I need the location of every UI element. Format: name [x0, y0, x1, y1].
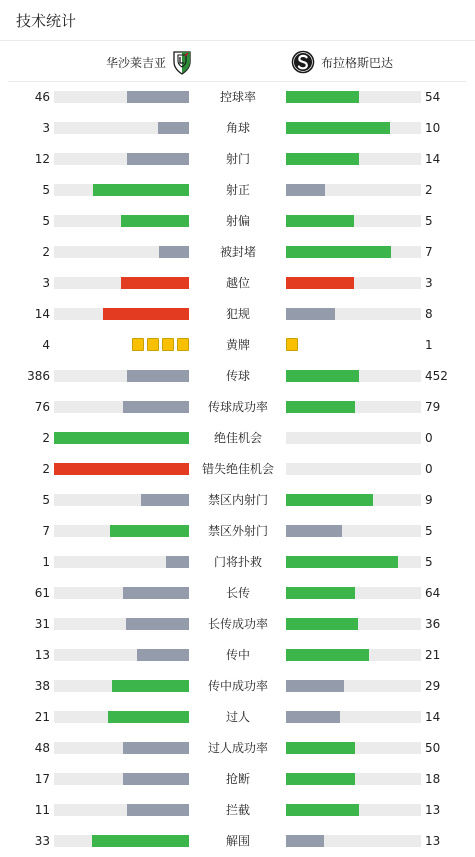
- home-stat-value: 386: [27, 369, 50, 383]
- away-stat-bar: [286, 494, 421, 506]
- away-stat-bar-fill: [286, 711, 340, 723]
- home-stat-bar: [54, 463, 189, 475]
- home-team-name: 华沙莱吉亚: [105, 55, 166, 70]
- home-yellow-cards: [132, 338, 189, 352]
- stat-row: [0, 671, 475, 702]
- home-stat-bar-fill: [166, 556, 189, 568]
- home-stat-value: 7: [42, 524, 50, 538]
- stat-label: 过人成功率: [207, 741, 268, 755]
- home-stat-bar-fill: [112, 680, 189, 692]
- stat-label: 犯规: [225, 307, 250, 321]
- stat-row: [0, 392, 475, 423]
- stat-label: 黄牌: [225, 338, 250, 352]
- away-stat-bar: [286, 835, 421, 847]
- away-team[interactable]: [291, 49, 393, 75]
- home-stat-bar: [54, 308, 189, 320]
- home-stat-bar-fill: [141, 494, 189, 506]
- away-stat-value: 9: [425, 493, 433, 507]
- home-stat-bar: [54, 587, 189, 599]
- away-stat-bar-fill: [286, 91, 359, 103]
- away-stat-bar-fill: [286, 308, 335, 320]
- away-stat-bar: [286, 711, 421, 723]
- away-stat-value: 21: [425, 648, 441, 662]
- yellow-card-icon: [132, 338, 144, 351]
- away-stat-bar: [286, 742, 421, 754]
- home-stat-value: 76: [34, 400, 50, 414]
- home-stat-value: 38: [34, 679, 50, 693]
- home-stat-bar-fill: [123, 401, 189, 413]
- away-stat-bar-fill: [286, 215, 354, 227]
- home-stat-bar: [54, 91, 189, 103]
- stat-label: 门将扑救: [213, 555, 262, 569]
- away-stat-bar: [286, 773, 421, 785]
- stat-label: 禁区内射门: [207, 493, 268, 507]
- away-stat-value: 8: [425, 307, 433, 321]
- stat-row: [0, 795, 475, 826]
- home-stat-bar: [54, 835, 189, 847]
- home-stat-value: 17: [34, 772, 50, 786]
- away-stat-value: 5: [425, 214, 433, 228]
- home-stat-bar: [54, 246, 189, 258]
- stat-label: 抢断: [225, 772, 250, 786]
- home-stat-value: 48: [34, 741, 50, 755]
- stat-row: [0, 237, 475, 268]
- away-stat-value: 13: [425, 803, 441, 817]
- away-stat-bar: [286, 556, 421, 568]
- away-stat-value: 36: [425, 617, 441, 631]
- away-stat-bar: [286, 618, 421, 630]
- home-stat-value: 4: [42, 338, 50, 352]
- away-stat-bar-fill: [286, 680, 344, 692]
- stat-row: [0, 609, 475, 640]
- stat-row: [0, 113, 475, 144]
- stat-label: 射偏: [225, 214, 250, 228]
- header: [0, 0, 475, 41]
- home-stat-bar: [54, 773, 189, 785]
- stat-label: 控球率: [219, 90, 256, 104]
- away-stat-bar-fill: [286, 556, 398, 568]
- stat-label: 长传成功率: [207, 617, 268, 631]
- home-stat-value: 61: [34, 586, 50, 600]
- away-stat-value: 0: [425, 431, 433, 445]
- away-stat-value: 18: [425, 772, 441, 786]
- stat-row: [0, 640, 475, 671]
- home-stat-bar: [54, 494, 189, 506]
- home-stat-bar: [54, 122, 189, 134]
- stat-label: 被封堵: [219, 245, 256, 259]
- away-stat-value: 5: [425, 555, 433, 569]
- away-stat-bar: [286, 804, 421, 816]
- stat-row: [0, 516, 475, 547]
- away-stat-value: 13: [425, 834, 441, 848]
- home-stat-value: 2: [42, 462, 50, 476]
- away-stat-bar: [286, 153, 421, 165]
- stat-row: [0, 733, 475, 764]
- stat-label: 错失绝佳机会: [201, 462, 274, 476]
- home-stat-value: 12: [34, 152, 50, 166]
- stat-label: 射正: [225, 183, 250, 197]
- yellow-card-icon: [177, 338, 189, 351]
- away-stat-bar-fill: [286, 494, 373, 506]
- stat-row: [0, 299, 475, 330]
- stat-label: 拦截: [225, 803, 250, 817]
- yellow-card-icon: [286, 338, 298, 351]
- away-stat-value: 5: [425, 524, 433, 538]
- away-stat-value: 2: [425, 183, 433, 197]
- home-stat-bar-fill: [54, 432, 189, 444]
- home-stat-value: 5: [42, 493, 50, 507]
- yellow-card-icon: [147, 338, 159, 351]
- home-stat-value: 11: [34, 803, 50, 817]
- home-stat-value: 2: [42, 245, 50, 259]
- home-stat-value: 3: [42, 276, 50, 290]
- away-stat-value: 64: [425, 586, 441, 600]
- away-stat-bar: [286, 680, 421, 692]
- home-stat-value: 2: [42, 431, 50, 445]
- away-stat-value: 7: [425, 245, 433, 259]
- away-stat-bar: [286, 184, 421, 196]
- stat-label: 过人: [225, 710, 250, 724]
- stat-row: [0, 268, 475, 299]
- home-stat-value: 31: [34, 617, 50, 631]
- stat-row: [0, 175, 475, 206]
- home-stat-bar-fill: [137, 649, 189, 661]
- stat-label: 绝佳机会: [213, 431, 262, 445]
- home-stat-bar: [54, 711, 189, 723]
- sparta-s-logo-icon: [291, 50, 315, 74]
- home-stat-bar-fill: [93, 184, 189, 196]
- away-stat-bar-fill: [286, 246, 391, 258]
- stat-label: 角球: [225, 121, 250, 135]
- stat-row: [0, 330, 475, 361]
- stat-label: 射门: [225, 152, 250, 166]
- stat-row: [0, 82, 475, 113]
- away-stat-bar: [286, 91, 421, 103]
- away-stat-bar-fill: [286, 525, 342, 537]
- away-stat-bar: [286, 246, 421, 258]
- stat-label: 解围: [225, 834, 250, 848]
- home-stat-value: 3: [42, 121, 50, 135]
- away-stat-bar-fill: [286, 835, 324, 847]
- teams-header: [8, 41, 466, 82]
- home-stat-bar: [54, 804, 189, 816]
- away-stat-value: 50: [425, 741, 441, 755]
- away-stat-bar: [286, 122, 421, 134]
- away-stat-bar-fill: [286, 277, 354, 289]
- away-stat-value: 14: [425, 152, 441, 166]
- away-stat-bar-fill: [286, 153, 359, 165]
- stat-label: 传中: [225, 648, 250, 662]
- away-stat-bar: [286, 308, 421, 320]
- home-stat-bar-fill: [127, 91, 189, 103]
- home-stat-bar: [54, 680, 189, 692]
- home-stat-value: 13: [34, 648, 50, 662]
- away-stat-value: 1: [425, 338, 433, 352]
- stat-row: [0, 702, 475, 733]
- home-stat-bar: [54, 401, 189, 413]
- stat-label: 传球: [225, 369, 250, 383]
- home-stat-bar-fill: [103, 308, 189, 320]
- home-stat-bar-fill: [92, 835, 189, 847]
- away-stat-bar: [286, 525, 421, 537]
- stat-row: [0, 547, 475, 578]
- away-stat-value: 3: [425, 276, 433, 290]
- stat-row: [0, 206, 475, 237]
- stat-row: [0, 144, 475, 175]
- away-stat-value: 10: [425, 121, 441, 135]
- stat-label: 长传: [225, 586, 250, 600]
- stat-label: 越位: [225, 276, 250, 290]
- away-stat-value: 79: [425, 400, 441, 414]
- stat-row: [0, 423, 475, 454]
- away-stat-bar: [286, 587, 421, 599]
- away-stat-bar: [286, 215, 421, 227]
- home-stat-value: 14: [34, 307, 50, 321]
- home-stat-value: 5: [42, 183, 50, 197]
- home-stat-bar-fill: [54, 463, 189, 475]
- home-stat-bar: [54, 184, 189, 196]
- away-stat-value: 0: [425, 462, 433, 476]
- legia-shield-logo-icon: [172, 50, 192, 75]
- away-stat-bar-fill: [286, 184, 325, 196]
- away-stat-bar-fill: [286, 804, 359, 816]
- away-stat-bar-fill: [286, 401, 355, 413]
- away-stat-value: 54: [425, 90, 441, 104]
- home-stat-bar-fill: [121, 277, 189, 289]
- away-stat-bar: [286, 370, 421, 382]
- home-stat-bar-fill: [126, 618, 189, 630]
- stat-label: 传球成功率: [207, 400, 268, 414]
- home-stat-bar-fill: [127, 370, 189, 382]
- stat-row: [0, 485, 475, 516]
- away-stat-bar-fill: [286, 742, 355, 754]
- stat-label: 禁区外射门: [207, 524, 268, 538]
- away-team-name: 布拉格斯巴达: [321, 55, 394, 70]
- away-stat-bar-fill: [286, 587, 355, 599]
- away-stat-bar-fill: [286, 649, 369, 661]
- home-stat-bar-fill: [123, 587, 189, 599]
- home-stat-value: 46: [34, 90, 50, 104]
- away-stat-value: 14: [425, 710, 441, 724]
- home-stat-bar-fill: [127, 804, 189, 816]
- home-stat-bar: [54, 153, 189, 165]
- yellow-card-icon: [162, 338, 174, 351]
- page-title: 技术统计: [16, 12, 77, 30]
- home-stat-value: 5: [42, 214, 50, 228]
- away-stat-bar-fill: [286, 370, 359, 382]
- home-stat-bar: [54, 618, 189, 630]
- home-stat-value: 33: [34, 834, 50, 848]
- stat-row: [0, 764, 475, 795]
- home-stat-bar: [54, 649, 189, 661]
- home-stat-bar: [54, 277, 189, 289]
- home-stat-bar: [54, 525, 189, 537]
- stat-row: [0, 578, 475, 609]
- away-stat-bar: [286, 463, 421, 475]
- away-stat-bar: [286, 649, 421, 661]
- home-stat-bar: [54, 215, 189, 227]
- home-stat-bar-fill: [123, 773, 189, 785]
- home-stat-bar-fill: [158, 122, 189, 134]
- away-stat-bar: [286, 432, 421, 444]
- away-stat-bar: [286, 277, 421, 289]
- home-stat-value: 1: [42, 555, 50, 569]
- home-stat-bar: [54, 556, 189, 568]
- home-stat-bar: [54, 432, 189, 444]
- home-stat-value: 21: [34, 710, 50, 724]
- home-stat-bar-fill: [110, 525, 189, 537]
- away-stat-value: 29: [425, 679, 441, 693]
- home-team[interactable]: [106, 49, 192, 75]
- away-stat-bar-fill: [286, 773, 355, 785]
- home-stat-bar-fill: [127, 153, 189, 165]
- stat-row: [0, 361, 475, 392]
- home-stat-bar-fill: [159, 246, 189, 258]
- away-yellow-cards: [286, 338, 298, 352]
- home-stat-bar: [54, 742, 189, 754]
- away-stat-bar: [286, 401, 421, 413]
- away-stat-bar-fill: [286, 122, 390, 134]
- stat-row: [0, 826, 475, 857]
- home-stat-bar: [54, 370, 189, 382]
- stat-label: 传中成功率: [207, 679, 268, 693]
- away-stat-value: 452: [425, 369, 448, 383]
- home-stat-bar-fill: [121, 215, 189, 227]
- home-stat-bar-fill: [108, 711, 189, 723]
- home-stat-bar-fill: [123, 742, 189, 754]
- away-stat-bar-fill: [286, 618, 358, 630]
- stat-row: [0, 454, 475, 485]
